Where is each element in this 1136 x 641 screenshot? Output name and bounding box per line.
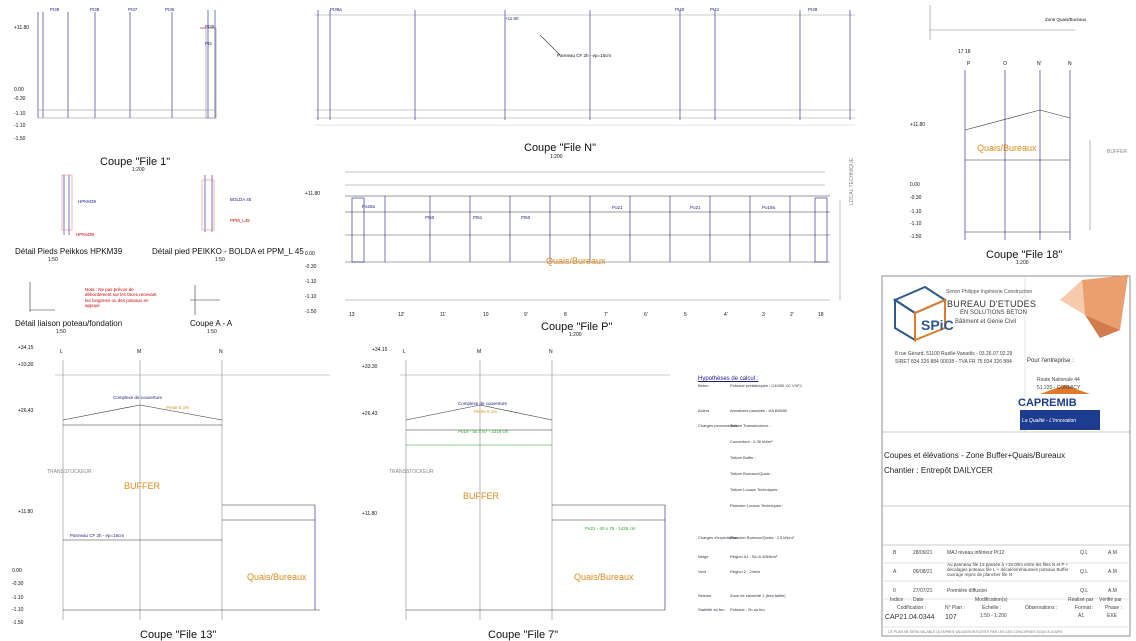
level-label: +26.43 xyxy=(18,408,34,414)
scale-value: 1:50 - 1:200 xyxy=(980,613,1007,619)
column-label: PI3 xyxy=(205,41,212,46)
zone-annotation: Zone Quais/Bureaux xyxy=(1045,17,1087,22)
grid-axis-label: 8 xyxy=(564,312,567,318)
coupe-file-1-title: Coupe "File 1" xyxy=(100,156,171,168)
grid-axis-label: 12' xyxy=(398,312,405,318)
grid-axis-label: 17 18 xyxy=(958,49,971,55)
header-format: Format : xyxy=(1075,605,1094,611)
column-label: Po28a xyxy=(362,204,376,209)
hypotheses-value: Zone de sismicité 1 (très faible) xyxy=(730,593,786,598)
revision-date: 27/07/21 xyxy=(913,588,933,594)
level-label: -1.10 xyxy=(14,111,26,117)
detail-liaison-scale: 1:50 xyxy=(56,329,66,335)
grid-axis-label: O xyxy=(1003,61,1007,67)
hypotheses-value: Région 2 : 24m/s xyxy=(730,569,761,574)
column-label: Pt51 xyxy=(473,215,483,220)
hypotheses-value: Toiture Transstockeur : xyxy=(730,423,771,428)
level-label: +34.15 xyxy=(372,347,388,353)
revision-index: B xyxy=(893,550,897,556)
column-label: PI36 xyxy=(165,7,175,12)
grid-axis-label: 9' xyxy=(524,312,528,318)
level-label: -1.10 xyxy=(305,279,317,285)
zone-label: Quais/Bureaux xyxy=(546,256,606,266)
revision-check: A.M xyxy=(1108,550,1117,556)
coupe-file-n-scale: 1:200 xyxy=(550,154,563,160)
for-company-label: Pour l'entreprise : xyxy=(1027,358,1074,364)
level-label: -1.10 xyxy=(12,595,24,601)
column-label: PI35 xyxy=(205,24,215,29)
buffer-vertical-label: BUFFER xyxy=(1107,149,1127,155)
grid-axis-label: 5 xyxy=(684,312,687,318)
coupe-file-18-title: Coupe "File 18" xyxy=(986,249,1063,261)
hypotheses-section: Charges permanentes xyxy=(698,423,738,428)
transstockeur-label: TRANSSTOCKEUR xyxy=(389,469,434,475)
coupe-file-p-scale: 1:200 xyxy=(569,332,582,338)
hypotheses-value: Armatures passives : HA B500B xyxy=(730,408,787,413)
grid-axis-label: 18 xyxy=(818,312,824,318)
revision-check: A.M xyxy=(1108,569,1117,575)
hypotheses-value: Région A1 : Sk=0.45kN/m² xyxy=(730,554,778,559)
level-label: +34.15 xyxy=(18,345,34,351)
level-label: +11.80 xyxy=(362,511,378,517)
level-label: +11.80 xyxy=(18,509,34,515)
hypotheses-section: Aciers xyxy=(698,408,710,413)
level-label: +33.30 xyxy=(18,362,34,368)
level-label: -1.50 xyxy=(305,309,317,315)
grid-axis-label: P xyxy=(967,61,971,67)
detail-annotation: HPKM39 xyxy=(78,199,97,204)
slope-note: Pente 5.1% xyxy=(474,409,498,414)
level-label: -1.50 xyxy=(910,234,922,240)
level-label: 0.00 xyxy=(12,568,22,574)
level-label: -0.30 xyxy=(12,581,24,587)
grid-axis-label: 11' xyxy=(440,312,447,318)
coupe-file-7-title: Coupe "File 7" xyxy=(488,629,559,641)
drawing-subject: Coupes et élévations - Zone Buffer+Quais/Bureaux xyxy=(884,451,1066,460)
header-scale: Echelle : xyxy=(982,605,1002,611)
plan-number-value: 107 xyxy=(945,614,957,621)
revision-check: A.M xyxy=(1108,588,1117,594)
column-label: PI40 xyxy=(675,7,685,12)
header-phase: Phase : xyxy=(1105,605,1122,611)
company-name: BUREAU D'ETUDES xyxy=(947,299,1037,309)
grid-axis-label: N xyxy=(219,349,223,355)
revision-by: Q.L xyxy=(1080,569,1089,575)
detail-annotation: BOLDA 45 xyxy=(230,197,252,202)
company-address: 8 rue Gérard, 51100 Ruelle-Vanadis - 03.26.07.02.29 xyxy=(895,351,1013,357)
site-name: Chantier : Entrepôt DAILYCER xyxy=(884,466,993,475)
level-label: -0.30 xyxy=(14,96,26,102)
revision-date: 06/08/21 xyxy=(913,569,933,575)
zone-label: BUFFER xyxy=(124,481,160,491)
hypotheses-value: Toiture Buffer : xyxy=(730,455,756,460)
coupe-a-a-title: Coupe A - A xyxy=(190,319,233,328)
client-city: 51 220 - CORMICY xyxy=(1037,385,1081,391)
hypotheses-value: Plancher Bureaux/Quais : 2.5 kN/m² xyxy=(730,535,795,540)
grid-axis-label: 2' xyxy=(790,312,794,318)
company-sub: EN SOLUTIONS BETON xyxy=(960,310,1027,316)
column-label: Pt50 xyxy=(521,215,531,220)
revision-date: 28/09/21 xyxy=(913,550,933,556)
hypotheses-value: Toiture Bureaux/Quais : xyxy=(730,471,772,476)
detail-pieds-scale: 1:50 xyxy=(48,257,58,263)
local-technique-label: LOCAL TECHNIQUE xyxy=(849,158,855,205)
column-label: PI41 xyxy=(710,7,720,12)
header-verifie: Vérifié par xyxy=(1099,597,1122,603)
level-label: -1.10 xyxy=(14,123,26,129)
client-logo-text: CAPREMIB xyxy=(1018,397,1077,409)
level-label: +11.80 xyxy=(14,25,30,31)
column-label: PI39 xyxy=(50,7,60,12)
company-siret: SIRET 834 326 884 00038 - TVA FR 75 834 326 884 xyxy=(895,359,1012,365)
company-sub2: Bâtiment et Génie Civil xyxy=(955,319,1017,325)
column-label: Po21 xyxy=(612,205,623,210)
grid-axis-label: 4' xyxy=(724,312,728,318)
legal-footer: CE PLAN NE SERA VALABLE QU'APRES VALIDATION ECRITE PAR LES LES CONCERNES SOUS 8 JOURS xyxy=(888,630,1063,634)
detail-annotation: PPM_L45 xyxy=(230,218,250,223)
header-observations: Observations : xyxy=(1025,605,1058,611)
hypotheses-value: Couverture : 0.38 kN/m² xyxy=(730,439,773,444)
level-label: -1.10 xyxy=(12,607,24,613)
hypotheses-value: Plancher Locaux Techniques : xyxy=(730,503,784,508)
level-label: -1.10 xyxy=(910,209,922,215)
header-codification: Codification : xyxy=(897,605,926,611)
revision-by: Q.L xyxy=(1080,588,1089,594)
level-label: -0.30 xyxy=(305,264,317,270)
detail-annotation: HPKM39 xyxy=(76,232,95,237)
zone-label: Quais/Bureaux xyxy=(247,572,307,582)
level-label: -1.50 xyxy=(14,136,26,142)
level-label: -1.50 xyxy=(12,620,24,626)
column-label: PI38 xyxy=(90,7,100,12)
level-label: -1.10 xyxy=(910,221,922,227)
roof-complex-note: Complexe de couverture xyxy=(113,395,163,400)
client-address: Route Nationale 44 xyxy=(1037,377,1080,383)
level-label: +11.80 xyxy=(305,191,321,197)
panel-annotation: Panneau CF 2h - ep=15cm xyxy=(70,533,125,538)
detail-liaison-title: Détail liaison poteau/fondation xyxy=(15,319,123,328)
zone-label: Quais/Bureaux xyxy=(574,572,634,582)
panel-annotation: Panneau CF 2h - ep=15cm xyxy=(557,53,612,58)
zone-label: BUFFER xyxy=(463,491,499,501)
revision-description: Au panneau file 13 passée à +18.00m entre les files N et P + décalages poteaux file L + décalés/rehausses poteaux Buffer ouvrage repris de plancher file N xyxy=(947,562,1069,577)
coupe-file-p-drawing xyxy=(345,172,840,300)
coupe-file-13-title: Coupe "File 13" xyxy=(140,629,217,641)
detail-note: Nota : Ne pas prévoir de débordement sur les faces recevant les longrines ou des poteaux en appuyé xyxy=(85,287,157,309)
slope-note: Pente 5.1% xyxy=(166,405,190,410)
grid-axis-label: M xyxy=(477,349,482,355)
column-label: Po19a xyxy=(762,205,776,210)
zone-label: Quais/Bureaux xyxy=(977,143,1037,153)
company-tagline: Simon Philippe Ingénierie Construction xyxy=(946,289,1033,295)
client-slogan: La Qualité - L'Innovation xyxy=(1022,418,1077,424)
level-label: 0.00 xyxy=(14,87,24,93)
coupe-file-18-scale: 1:200 xyxy=(1016,260,1029,266)
phase-value: EXE xyxy=(1107,613,1118,619)
grid-axis-label: 3 xyxy=(762,312,765,318)
revision-description: Première diffusion xyxy=(947,588,988,594)
level-label: 0.00 xyxy=(910,182,920,188)
level-label: +33.30 xyxy=(362,364,378,370)
header-modification: Modification(s) xyxy=(975,597,1008,603)
hypotheses-value: Toiture Locaux Techniques : xyxy=(730,487,780,492)
grid-axis-label: N xyxy=(1068,61,1072,67)
coupe-a-a-scale: 1:50 xyxy=(207,329,217,335)
column-label: Pt50 xyxy=(425,215,435,220)
header-plan-number: N° Plan : xyxy=(945,605,965,611)
column-label: PI39 xyxy=(808,7,818,12)
revision-by: Q.L xyxy=(1080,550,1089,556)
roof-complex-note: Complexe de couverture xyxy=(458,401,508,406)
hypotheses-value: Poteaux préfabriqués : C40/50 XC VXF1 xyxy=(730,383,803,388)
hypotheses-section: Charges d'exploitation xyxy=(698,535,738,540)
grid-axis-label: 6' xyxy=(644,312,648,318)
revision-index: A xyxy=(893,569,897,575)
detail-pieds-title: Détail Pieds Peikkos HPKM39 xyxy=(15,247,123,256)
grid-axis-label: L xyxy=(403,349,406,355)
codification-value: CAP21.04.0344 xyxy=(885,614,935,621)
hypotheses-section: Séisme xyxy=(698,593,712,598)
level-label: 0.00 xyxy=(305,251,315,257)
column-label: PI39a xyxy=(330,7,342,12)
hypotheses-section: Neige xyxy=(698,554,709,559)
level-label: -1.10 xyxy=(305,294,317,300)
level-label: -0.30 xyxy=(910,195,922,201)
beam-note: Pu19 - 55 x 87 - 2218 cm xyxy=(458,429,509,434)
coupe-file-n-title: Coupe "File N" xyxy=(524,142,597,154)
column-label: PI37 xyxy=(128,7,138,12)
hypotheses-section: Béton xyxy=(698,383,709,388)
detail-pied-bolda-title: Détail pied PEIKKO - BOLDA et PPM_L 45 xyxy=(152,247,304,256)
level-label: +11.80 xyxy=(910,122,926,128)
level-annotation: +11.80 xyxy=(505,16,519,21)
hypotheses-value: Poteaux : 2h au feu xyxy=(730,607,765,612)
column-label: Po21 xyxy=(690,205,701,210)
hypotheses-section: Stabilité au feu xyxy=(698,607,725,612)
hypotheses-title: Hypothèses de calcul : xyxy=(698,376,759,382)
coupe-file-1-scale: 1:200 xyxy=(132,167,145,173)
grid-axis-label: M xyxy=(137,349,142,355)
format-value: A1 xyxy=(1078,613,1085,619)
detail-pied-bolda-scale: 1:50 xyxy=(215,257,225,263)
company-initials: SPiC xyxy=(921,317,954,333)
grid-axis-label: N xyxy=(549,349,553,355)
coupe-file-18-drawing xyxy=(930,5,1090,240)
header-indice: Indice xyxy=(890,597,904,603)
grid-axis-label: N' xyxy=(1037,61,1042,67)
grid-axis-label: 7' xyxy=(604,312,608,318)
beam-note: Pu21 - 40 x 75 - 1426 cm xyxy=(585,526,636,531)
header-realise: Réalisé par xyxy=(1068,597,1094,603)
revision-index: 0 xyxy=(893,588,896,594)
revision-description: MAJ niveau inférieur Pt12 xyxy=(947,550,1005,556)
grid-axis-label: 10 xyxy=(483,312,489,318)
header-date: Date xyxy=(913,597,924,603)
grid-axis-label: L xyxy=(60,349,63,355)
hypotheses-section: Vent xyxy=(698,569,707,574)
coupe-file-p-title: Coupe "File P" xyxy=(541,321,613,333)
transstockeur-label: TRANSSTOCKEUR xyxy=(47,469,92,475)
grid-axis-label: 13 xyxy=(349,312,355,318)
level-label: +26.43 xyxy=(362,411,378,417)
